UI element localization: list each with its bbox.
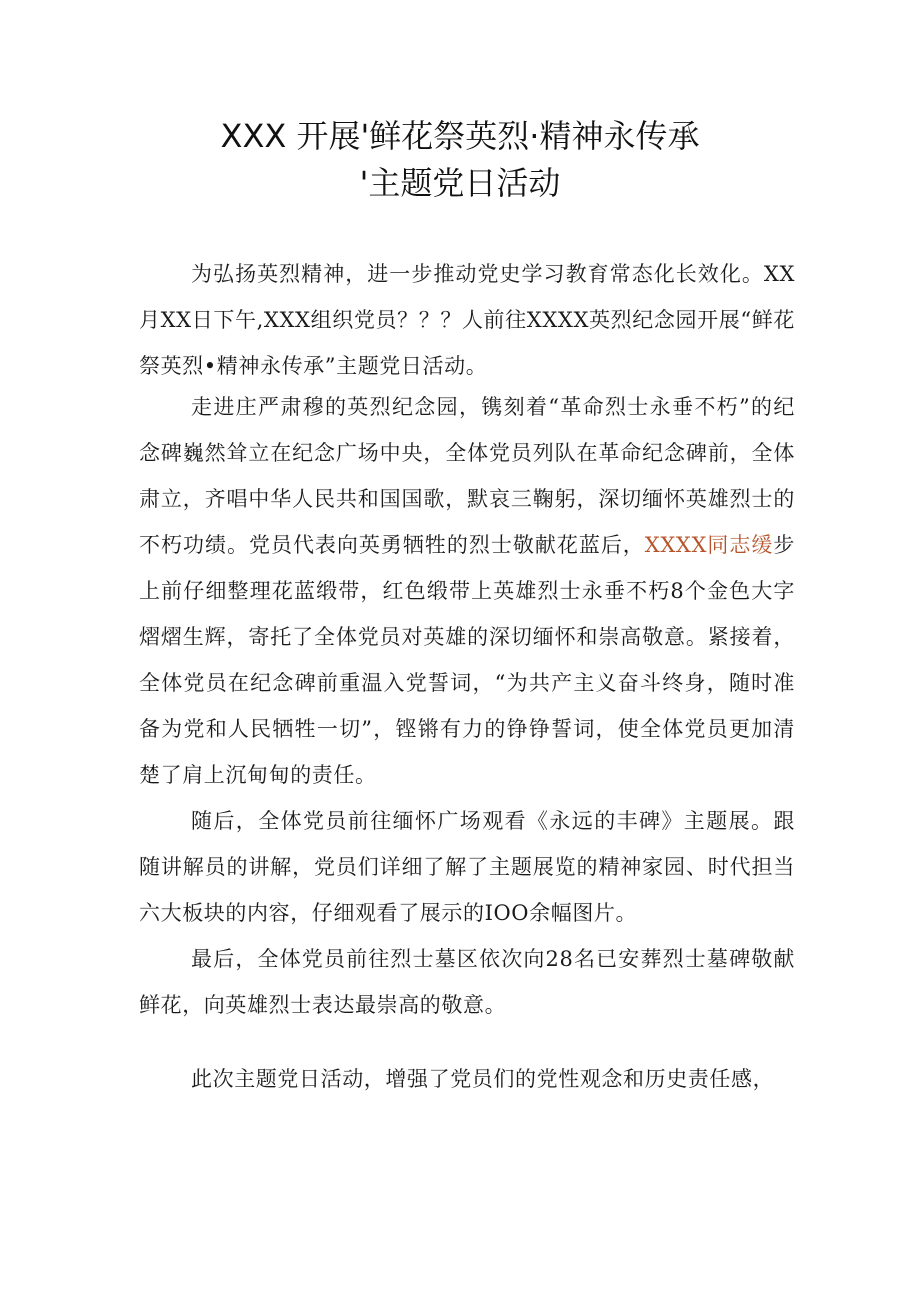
body-section-main [139, 384, 795, 1028]
paragraph-exhibition: 随后，全体党员前往缅怀广场观看《永远的丰碑》主题展。跟随讲解员的讲解，党员们详细了解了主题展览的精神家园、时代担当六大板块的内容，仔细观看了展示的IOO余幅图片。 [139, 809, 795, 925]
highlighted-name: XXXX同志缓 [644, 533, 774, 557]
document-title-line2: '主题党日活动 [359, 164, 561, 202]
paragraph-ceremony [139, 384, 795, 798]
body-section-intro [139, 251, 795, 389]
paragraph-tribute: 最后，全体党员前往烈士墓区依次向28名已安葬烈士墓碑敬献鲜花，向英雄烈士表达最崇高的敬意。 [139, 947, 795, 1017]
body-section-conclusion [139, 1056, 795, 1102]
paragraph-ceremony-start: 走进庄严肃穆的英烈纪念园，镌刻着“革命烈士永垂不朽”的纪念碑巍然耸立在纪念广场中央，全体党员列队在革命纪念碑前，全体肃立，齐唱中华人民共和国国歌，默哀三鞠躬，深切缅怀英雄烈士的不朽功绩。党员代表向英勇牺牲的烈士敬献花蓝后， [139, 395, 795, 557]
paragraph-conclusion: 此次主题党日活动，增强了党员们的党性观念和历史责任感， [191, 1067, 775, 1091]
paragraph-intro: 为弘扬英烈精神，进一步推动党史学习教育常态化长效化。XX月XX日下午,XXX组织党员？？？人前往XXXX英烈纪念园开展“鲜花祭英烈•精神永传承”主题党日活动。 [139, 262, 795, 378]
document-title-line1: XXX 开展'鲜花祭英烈·精神永传承 [220, 117, 700, 155]
paragraph-ceremony-end: 步上前仔细整理花蓝缎带，红色缎带上英雄烈士永垂不朽8个金色大字熠熠生辉，寄托了全体党员对英雄的深切缅怀和崇高敬意。紧接着，全体党员在纪念碑前重温入党誓词，“为共产主义奋斗终身，随时准备为党和人民牺牲一切”，铿锵有力的铮铮誓词，使全体党员更加清楚了肩上沉甸甸的责任。 [139, 533, 795, 787]
